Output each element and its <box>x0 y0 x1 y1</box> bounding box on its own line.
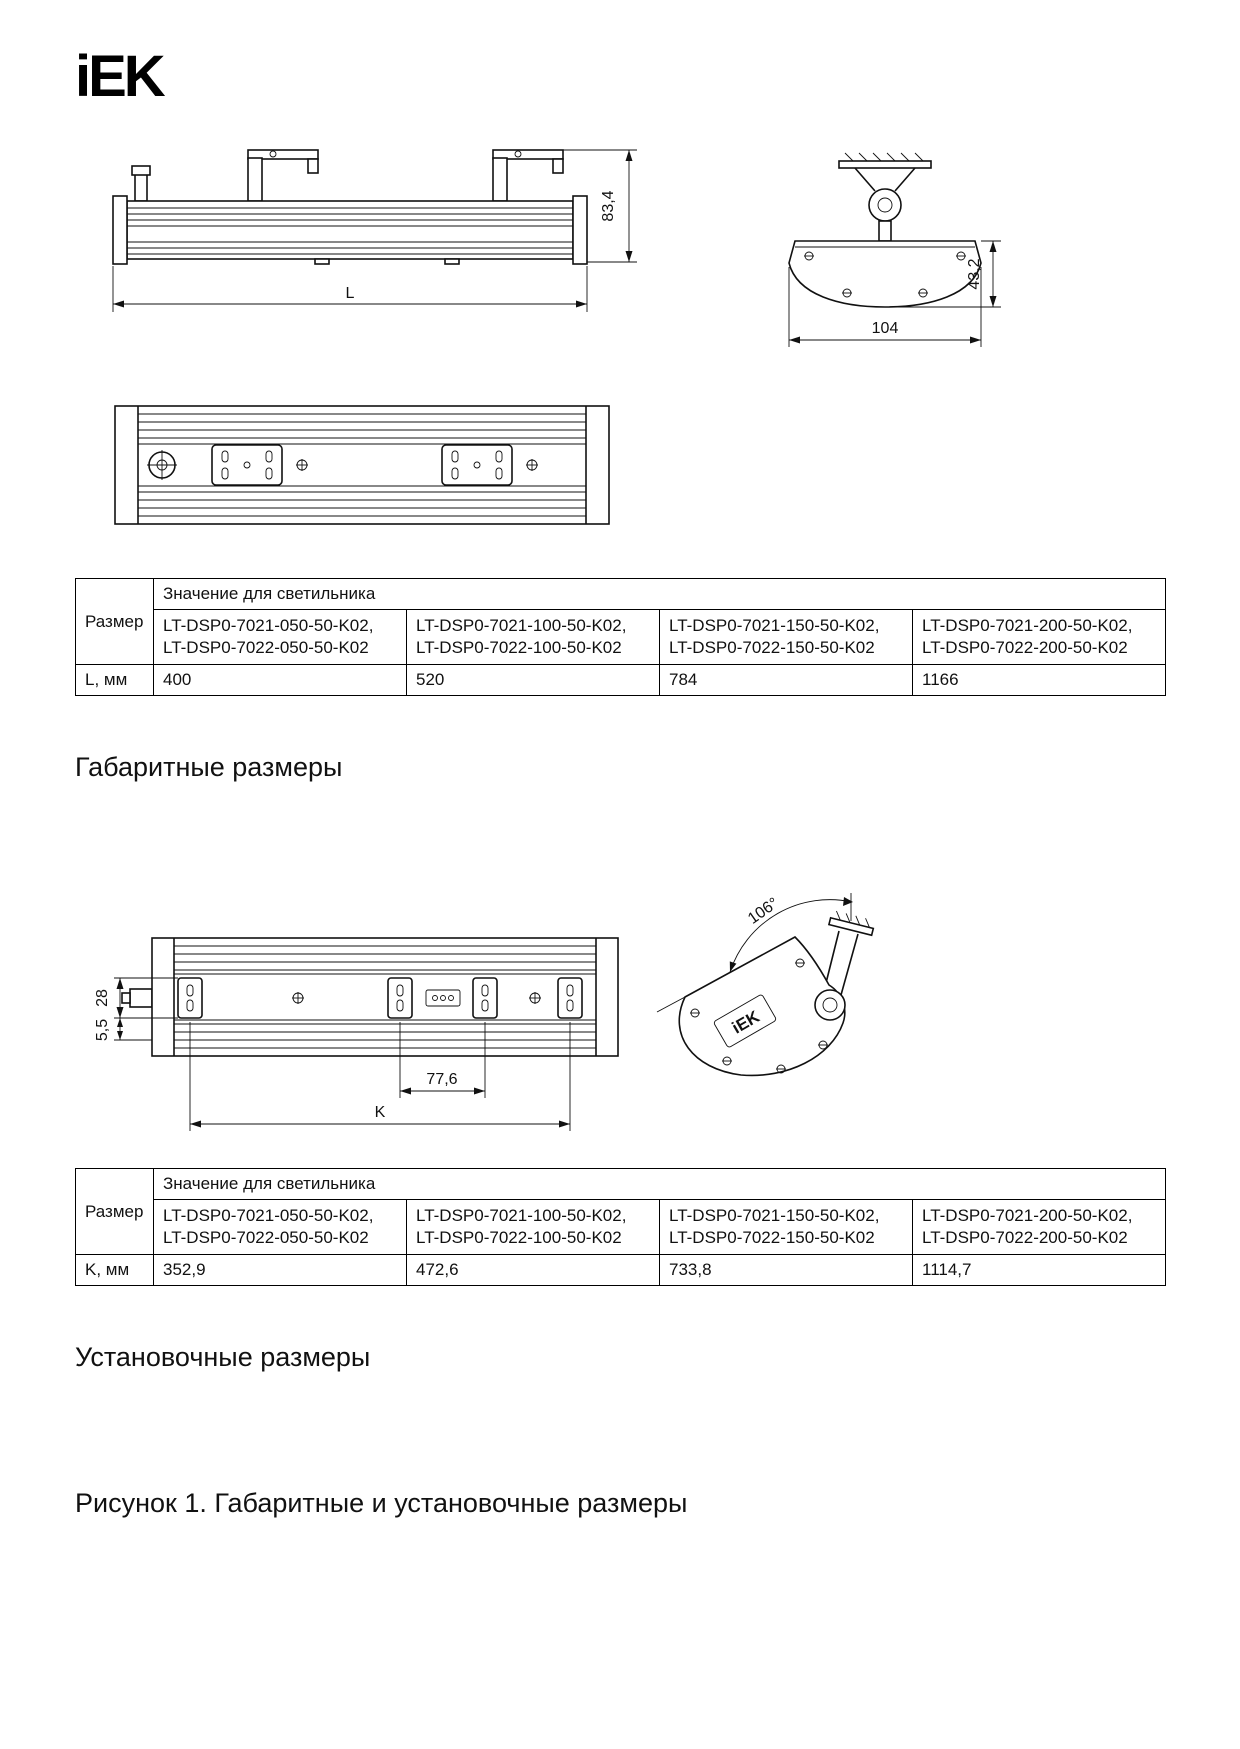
table-cell-model <box>913 610 1166 665</box>
table-models-row <box>76 1200 1166 1255</box>
body-outline <box>152 938 618 1056</box>
clevis-ring <box>869 189 901 221</box>
table-models-row <box>76 610 1166 665</box>
model-name-line: LT-DSP0-7022-050-50-K02 <box>163 1228 369 1248</box>
mount-slot-plate-right <box>558 978 582 1018</box>
bracket-plate-right <box>442 445 512 485</box>
dimension-5-5 <box>94 1018 152 1041</box>
overall-dimensions-caption: Габаритные размеры <box>75 752 343 782</box>
mount-surface-hatching <box>845 153 923 161</box>
table-values-row <box>76 665 1166 696</box>
model-name-line: LT-DSP0-7021-200-50-K02, <box>922 1206 1133 1225</box>
model-name-line: LT-DSP0-7022-100-50-K02 <box>416 638 622 658</box>
table-cell-model <box>660 1200 913 1255</box>
mount-plate <box>829 910 875 935</box>
bracket-plate-left <box>212 445 282 485</box>
mount-slot-plate-left <box>178 978 202 1018</box>
table-cell-value: 1114,7 <box>913 1255 1166 1286</box>
dim-label-end-width: 104 <box>871 320 899 337</box>
mount-plate <box>839 161 931 168</box>
dim-label-K: K <box>374 1104 386 1121</box>
table-cell-value: 1166 <box>913 665 1166 696</box>
table-cell-value-header: Значение для светильника <box>154 1169 1166 1200</box>
end-cap-right <box>573 196 587 264</box>
model-name-line: LT-DSP0-7022-150-50-K02 <box>669 638 875 658</box>
mount-slot-plate-mid-b <box>473 978 497 1018</box>
table-cell-model <box>660 610 913 665</box>
bottom-view-drawing <box>112 400 612 530</box>
table-cell-model <box>913 1200 1166 1255</box>
table-cell-model <box>407 610 660 665</box>
model-name-line: LT-DSP0-7021-150-50-K02, <box>669 1206 880 1225</box>
end-view-drawing <box>775 135 1005 395</box>
table-cell-size-header: Размер <box>76 1169 154 1255</box>
dim-label-angle: 106° <box>744 894 782 928</box>
table-cell-model <box>407 1200 660 1255</box>
mounting-bracket-right <box>493 150 563 201</box>
dim-label-height: 83,4 <box>600 190 617 222</box>
mount-slot-plate-mid-a <box>388 978 412 1018</box>
table-values-row <box>76 1255 1166 1286</box>
dim-label-5-5: 5,5 <box>94 1018 111 1042</box>
model-name-line: LT-DSP0-7021-100-50-K02, <box>416 616 627 635</box>
end-cap-left <box>113 196 127 264</box>
housing-profile <box>789 241 981 307</box>
installation-dimensions-table <box>75 1168 1166 1286</box>
model-name-line: LT-DSP0-7021-050-50-K02, <box>163 616 374 635</box>
side-view-drawing <box>105 128 665 338</box>
iek-logo: iEK <box>75 44 163 109</box>
model-name-line: LT-DSP0-7022-100-50-K02 <box>416 1228 622 1248</box>
dim-label-77-6: 77,6 <box>426 1071 458 1088</box>
table-cell-value: 784 <box>660 665 913 696</box>
bracket-badge-label: iEK <box>728 1006 763 1038</box>
table-cell-value: 352,9 <box>154 1255 407 1286</box>
cable-gland-stub <box>130 989 152 1007</box>
model-name-line: LT-DSP0-7022-200-50-K02 <box>922 1228 1128 1248</box>
model-name-line: LT-DSP0-7022-150-50-K02 <box>669 1228 875 1248</box>
dim-label-length: L <box>345 285 355 302</box>
table-cell-model <box>154 610 407 665</box>
dim-label-end-height: 43,2 <box>966 258 983 290</box>
table-cell-value-header: Значение для светильника <box>154 579 1166 610</box>
table-header-row <box>76 1169 1166 1200</box>
overall-dimensions-table <box>75 578 1166 696</box>
pivot-ring <box>815 990 845 1020</box>
dim-label-28: 28 <box>94 989 111 1007</box>
table-cell-value: 472,6 <box>407 1255 660 1286</box>
figure-caption: Рисунок 1. Габаритные и установочные размеры <box>75 1488 688 1518</box>
installation-dimensions-caption: Установочные размеры <box>75 1342 371 1372</box>
model-name-line: LT-DSP0-7021-150-50-K02, <box>669 616 880 635</box>
table-cell-value: 400 <box>154 665 407 696</box>
table-header-row <box>76 579 1166 610</box>
model-name-line: LT-DSP0-7022-050-50-K02 <box>163 638 369 658</box>
table-cell-model <box>154 1200 407 1255</box>
table-cell-row-label: K, мм <box>76 1255 154 1286</box>
model-name-line: LT-DSP0-7022-200-50-K02 <box>922 638 1128 658</box>
table-cell-value: 733,8 <box>660 1255 913 1286</box>
cable-gland <box>135 174 147 201</box>
luminaire-body <box>127 201 573 259</box>
model-name-line: LT-DSP0-7021-100-50-K02, <box>416 1206 627 1225</box>
table-cell-value: 520 <box>407 665 660 696</box>
mounting-bracket-left <box>248 150 318 201</box>
stem <box>879 221 891 241</box>
installation-view-drawing <box>90 928 630 1163</box>
dimension-L <box>113 266 587 312</box>
bracket-side-view-drawing <box>645 885 905 1115</box>
table-cell-row-label: L, мм <box>76 665 154 696</box>
model-name-line: LT-DSP0-7021-050-50-K02, <box>163 1206 374 1225</box>
model-name-line: LT-DSP0-7021-200-50-K02, <box>922 616 1133 635</box>
table-cell-size-header: Размер <box>76 579 154 665</box>
